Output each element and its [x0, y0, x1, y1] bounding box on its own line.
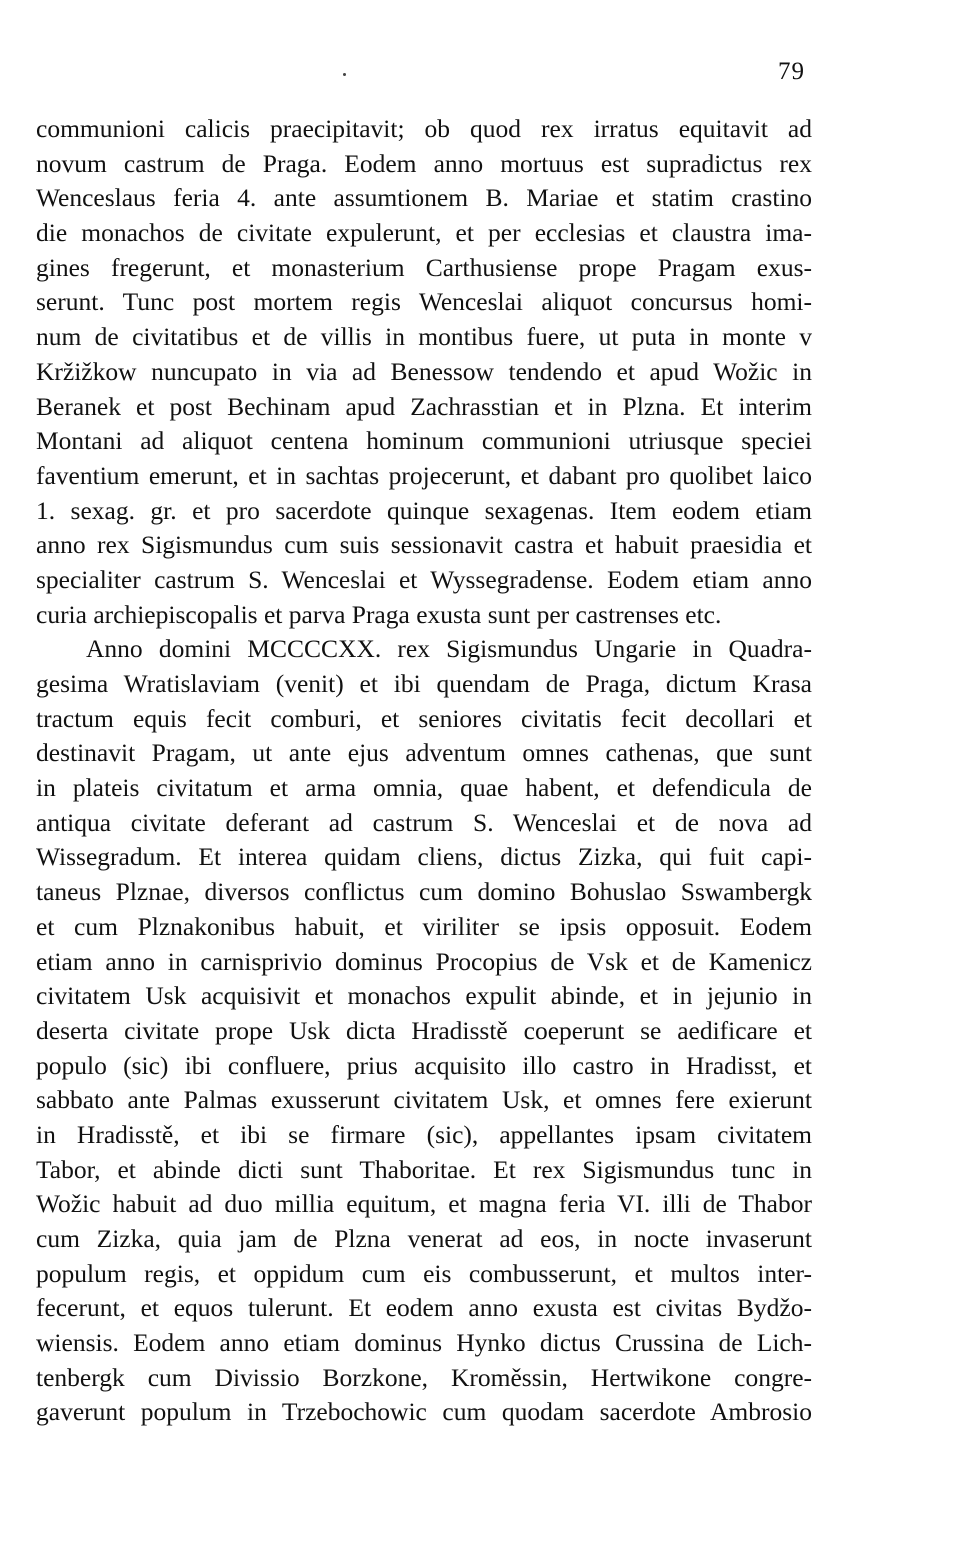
paragraph-1	[36, 112, 812, 632]
text-line: civitatem Usk acquisivit et monachos expulit abinde, et in jejunio in	[36, 981, 812, 1011]
text-line: faventium emerunt, et in sachtas projecerunt, et dabant pro quolibet laico	[36, 460, 812, 490]
text-line: cum Zizka, quia jam de Plzna venerat ad eos, in nocte invaserunt	[36, 1224, 812, 1253]
text-line: Kržižkow nuncupato in via ad Benessow tendendo et apud Wožic in	[36, 356, 812, 386]
text-line: populo (sic) ibi confluere, prius acquisito illo castro in Hradisst, et	[36, 1050, 812, 1080]
text-line: deserta civitate prope Usk dicta Hradisstě coeperunt se aedificare et	[36, 1015, 812, 1045]
text-line: specialiter castrum S. Wenceslai et Wyssegradense. Eodem etiam anno	[36, 564, 812, 594]
text-line: in Hradisstě, et ibi se firmare (sic), appellantes ipsam civitatem	[36, 1119, 812, 1149]
text-line: tenbergk cum Divissio Borzkone, Kroměssin, Hertwikone congre-	[36, 1362, 812, 1392]
text-line: taneus Plznae, diversos conflictus cum domino Bohuslao Sswambergk	[36, 877, 812, 907]
page-number: 79	[778, 58, 805, 85]
text-line: curia archiepiscopalis et parva Praga exusta sunt per castrenses etc.	[36, 599, 722, 629]
paragraph-2	[36, 632, 812, 1430]
text-line: antiqua civitate deferant ad castrum S. Wenceslai et de nova ad	[36, 807, 812, 837]
text-line: num de civitatibus et de villis in montibus fuere, ut puta in monte v	[36, 322, 812, 352]
text-line: novum castrum de Praga. Eodem anno mortuus est supradictus rex	[36, 148, 812, 178]
text-line: in plateis civitatum et arma omnia, quae habent, et defendicula de	[36, 773, 812, 803]
text-line: Wissegradum. Et interea quidam cliens, dictus Zizka, qui fuit capi-	[36, 842, 812, 872]
text-line: die monachos de civitate expulerunt, et per ecclesias et claustra ima-	[36, 218, 812, 248]
text-line: etiam anno in carnisprivio dominus Procopius de Vsk et de Kamenicz	[36, 946, 812, 976]
text-line: Tabor, et abinde dicti sunt Thaboritae. Et rex Sigismundus tunc in	[36, 1154, 812, 1184]
text-line: wiensis. Eodem anno etiam dominus Hynko dictus Crussina de Lich-	[36, 1328, 812, 1358]
text-line: Wožic habuit ad duo millia equitum, et magna feria VI. illi de Thabor	[36, 1189, 812, 1219]
text-line: tractum equis fecit comburi, et seniores civitatis fecit decollari et	[36, 703, 812, 733]
text-line: Anno domini MCCCCXX. rex Sigismundus Ungarie in Quadra-	[86, 634, 812, 664]
text-line: gesima Wratislaviam (venit) et ibi quendam de Praga, dictum Krasa	[36, 669, 812, 698]
text-line: sabbato ante Palmas exusserunt civitatem Usk, et omnes fere exierunt	[36, 1085, 812, 1115]
text-line: Beranek et post Bechinam apud Zachrasstian et in Plzna. Et interim	[36, 391, 812, 421]
text-line: gines fregerunt, et monasterium Carthusiense prope Pragam exus-	[36, 252, 812, 282]
body-text	[36, 112, 812, 1430]
text-line: gaverunt populum in Trzebochowic cum quodam sacerdote Ambrosio	[36, 1397, 812, 1427]
text-line: fecerunt, et equos tulerunt. Et eodem anno exusta est civitas Bydžo-	[36, 1293, 812, 1323]
text-line: Montani ad aliquot centena hominum communioni utriusque speciei	[36, 426, 812, 456]
text-line: communioni calicis praecipitavit; ob quod rex irratus equitavit ad	[36, 114, 812, 143]
text-line: et cum Plznakonibus habuit, et viriliter se ipsis opposuit. Eodem	[36, 911, 812, 941]
text-line: anno rex Sigismundus cum suis sessionavit castra et habuit praesidia et	[36, 530, 812, 560]
text-line: 1. sexag. gr. et pro sacerdote quinque sexagenas. Item eodem etiam	[36, 495, 812, 525]
text-line: Wenceslaus feria 4. ante assumtionem B. Mariae et statim crastino	[36, 183, 812, 213]
text-line: destinavit Pragam, ut ante ejus adventum omnes cathenas, que sunt	[36, 738, 812, 768]
text-line: serunt. Tunc post mortem regis Wenceslai aliquot concursus homi-	[36, 287, 812, 317]
print-speck	[343, 73, 346, 76]
text-line: populum regis, et oppidum cum eis combusserunt, et multos inter-	[36, 1258, 812, 1288]
